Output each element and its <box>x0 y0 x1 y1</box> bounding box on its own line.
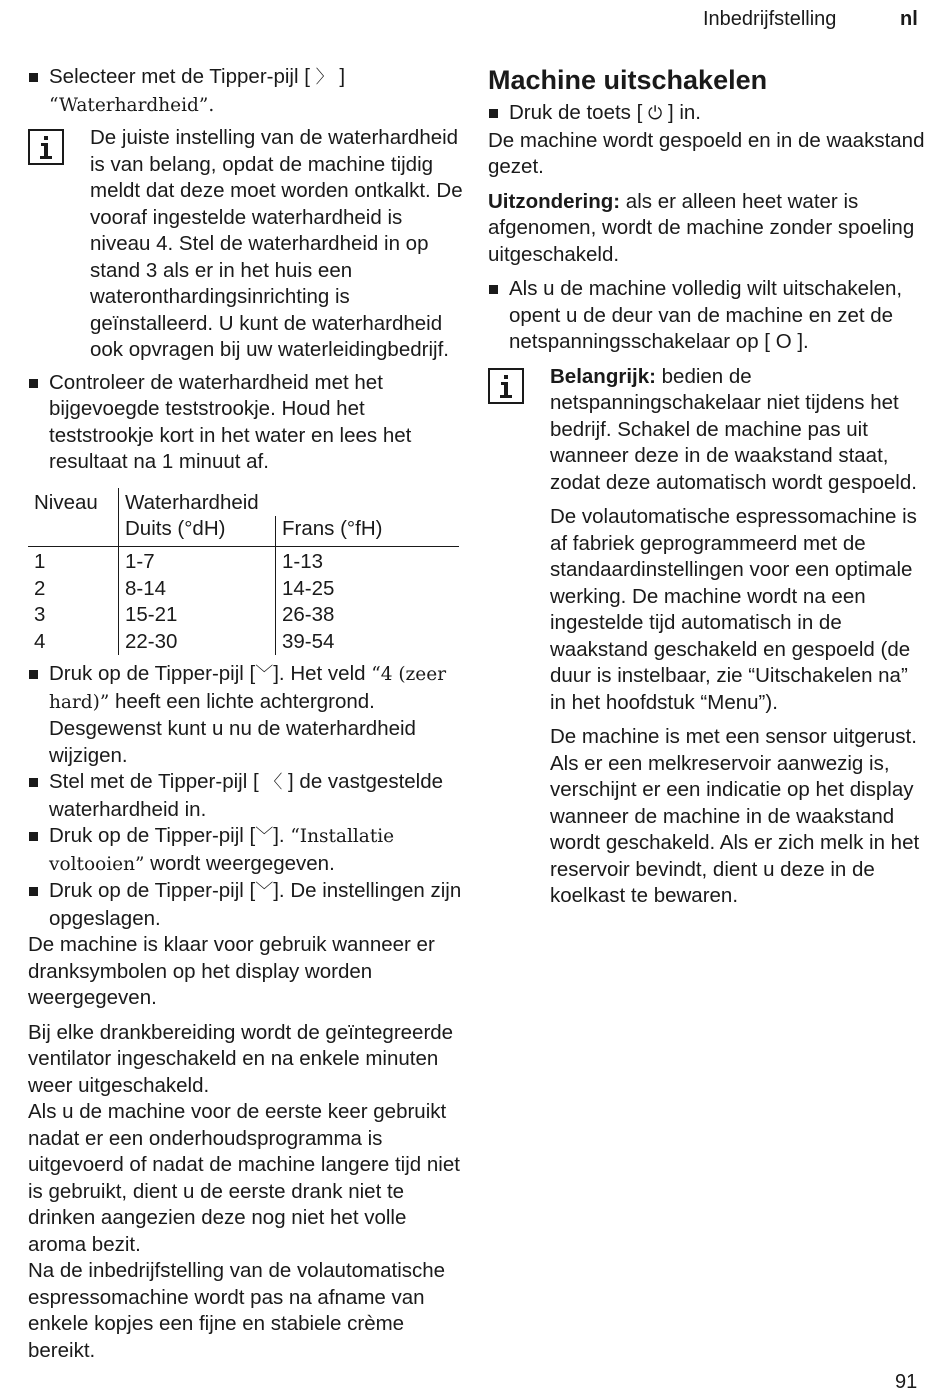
display-text: “Waterhardheid”. <box>49 94 215 116</box>
section-heading: Machine uitschakelen <box>488 65 768 95</box>
header-hardness: Waterhardheid <box>119 488 460 517</box>
waterhardness-table <box>28 488 459 656</box>
paragraph-ventilator: Bij elke drankbereiding wordt de geïntegreerde ventilator ingeschakeld en na enkele minuten weer uitgeschakeld. <box>28 1020 454 1097</box>
step-press-power: Druk de toets [ ⏻ ] in. <box>488 100 928 128</box>
step-installation-complete: Druk op de Tipper-pijl [﹀]. “Installatie voltooien” wordt weergegeven. <box>28 823 464 878</box>
paragraph-rinse: De machine wordt gespoeld en in de waakstand gezet. <box>488 128 925 178</box>
paragraph-ready: De machine is klaar voor gebruik wanneer er dranksymbolen op het display worden weergegeven. <box>28 933 435 1009</box>
bullet-square-icon <box>29 832 38 841</box>
table-row: 1 1-7 1-13 <box>28 547 459 576</box>
right-column <box>488 64 928 910</box>
info-important: Belangrijk: bedien de netspanningschakelaar niet tijdens het bedrijf. Schakel de machine pas uit wanneer deze in de waakstand staat, zodat deze automatisch wordt gespoeld. <box>550 364 917 494</box>
arrow-down-icon: ﹀ <box>255 664 274 685</box>
step-check-waterhardness: Controleer de waterhardheid met het bijgevoegde teststrookje. Houd het teststrookje kort in het water en lees het resultaat na 1 minuut af. <box>28 370 464 476</box>
off-symbol: O <box>775 330 792 353</box>
bullet-square-icon <box>29 73 38 82</box>
table-row: 2 8-14 14-25 <box>28 576 459 603</box>
step-full-shutdown: Als u de machine volledig wilt uitschakelen, opent u de deur van de machine en zet de netspanningsschakelaar op [ O ]. <box>488 276 928 356</box>
display-text: “Installatie voltooien” <box>49 826 395 875</box>
step-set-waterhardness: Stel met de Tipper-pijl [ 〈 ] de vastgestelde waterhardheid in. <box>28 769 464 823</box>
info-icon <box>28 129 64 165</box>
display-text: “4 (zeer hard)” <box>49 664 447 713</box>
arrow-left-icon: 〈 <box>264 772 283 793</box>
power-icon: ⏻ <box>648 103 663 124</box>
table-row: 4 22-30 39-54 <box>28 629 459 656</box>
table-header-row <box>28 488 459 517</box>
left-column <box>28 64 464 1364</box>
info-auto-standby: De volautomatische espressomachine is af fabriek geprogrammeerd met de standaardinstellingen voor een optimale werking. De machine wordt na een ingestelde tijd automatisch in de waakstand geschakeld en gespoeld (de duur is instelbaar, zie “Uitschakelen na” in het hoofdstuk “Menu”). <box>550 505 917 714</box>
bullet-square-icon <box>29 778 38 787</box>
info-sensor: De machine is met een sensor uitgerust. Als er een melkreservoir aanwezig is, verschijnt er een indicatie op het display wanneer de machine in de waakstand wordt geschakeld. Als er zich melk in het reservoir bevindt, dient u deze in de koelkast te bewaren. <box>550 725 920 907</box>
paragraph-exception: Uitzondering: als er alleen heet water is afgenomen, wordt de machine zonder spoeling uitgeschakeld. <box>488 189 915 266</box>
bullet-square-icon <box>29 887 38 896</box>
arrow-right-icon: 〉 <box>315 67 334 88</box>
info-text: De juiste instelling van de waterhardheid is van belang, opdat de machine tijdig meldt dat deze moet worden ontkalkt. De vooraf ingestelde waterhardheid is niveau 4. Stel de waterhardheid in op stand 3 als er in het huis een wateronthardingsinrichting is geïnstalleerd. U kunt de waterhardheid ook opvragen bij uw waterleidingbedrijf. <box>90 126 463 361</box>
bullet-square-icon <box>489 285 498 294</box>
info-note-shutdown <box>488 364 928 910</box>
header-french: Frans (°fH) <box>276 516 460 547</box>
info-icon <box>488 368 524 404</box>
arrow-down-icon: ﹀ <box>255 881 274 902</box>
info-note-waterhardness <box>28 125 464 364</box>
header-german: Duits (°dH) <box>119 516 276 547</box>
page-number: 91 <box>895 1371 918 1393</box>
header-level: Niveau <box>34 490 98 514</box>
paragraph-creme: Na de inbedrijfstelling van de volautomatische espressomachine wordt pas na afname van enkele kopjes een fijne en stabiele crème bereikt. <box>28 1259 446 1362</box>
bullet-square-icon <box>29 379 38 388</box>
language-code: nl <box>900 8 918 30</box>
section-title: Inbedrijfstelling <box>703 8 837 30</box>
table-row: 3 15-21 26-38 <box>28 602 459 629</box>
page-header <box>0 6 950 32</box>
bullet-square-icon <box>489 109 498 118</box>
bullet-square-icon <box>29 670 38 679</box>
paragraph-first-use: Als u de machine voor de eerste keer gebruikt nadat er een onderhoudsprogramma is uitgevoerd of nadat de machine langere tijd niet is gebruikt, dient u de eerste drank niet te drinken aangezien deze nog niet het volle aroma bezit. <box>28 1100 460 1256</box>
arrow-down-icon: ﹀ <box>255 826 274 847</box>
step-settings-saved: Druk op de Tipper-pijl [﹀]. De instellingen zijn opgeslagen. <box>28 878 464 932</box>
table-subheader-row <box>28 516 459 547</box>
step-select-waterhardness: Selecteer met de Tipper-pijl [ 〉 ] “Waterhardheid”. <box>28 64 464 119</box>
step-press-down-arrow: Druk op de Tipper-pijl [﹀]. Het veld “4 (zeer hard)” heeft een lichte achtergrond. Desgewenst kunt u nu de waterhardheid wijzigen. <box>28 661 464 769</box>
